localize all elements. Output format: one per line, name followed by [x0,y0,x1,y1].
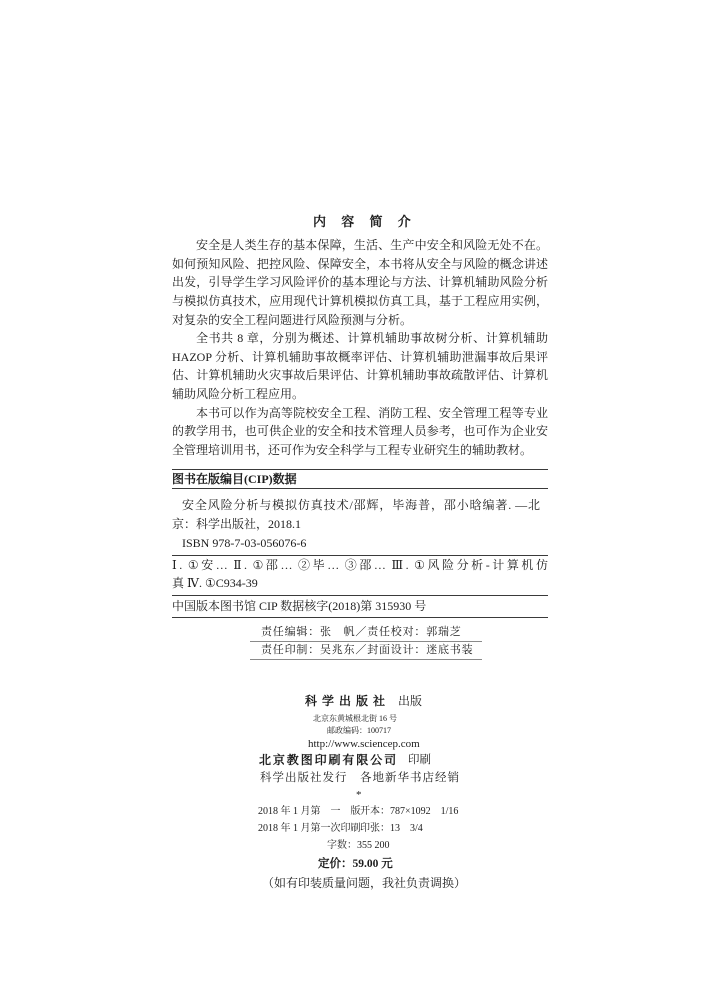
publisher-url: http://www.sciencep.com [308,738,420,750]
cip-subject-line: 真 Ⅳ. ①C934-39 [172,576,258,590]
intro-line: HAZOP 分析、计算机辅助事故概率评估、计算机辅助泄漏事故后果评 [172,349,548,364]
printing-info: 2018 年 1 月第一次印刷 [258,823,361,834]
intro-line: 本书可以作为高等院校安全工程、消防工程、安全管理工程等专业 [196,405,548,420]
cip-number: 中国版本图书馆 CIP 数据核字(2018)第 315930 号 [172,599,427,613]
intro-line: 估、计算机辅助火灾事故后果评估、计算机辅助事故疏散评估、计算机 [172,368,548,383]
distribution-line: 科学出版社发行 各地新华书店经销 [260,772,460,784]
cip-record-line: 安全风险分析与模拟仿真技术/邵辉，毕海普，邵小晗编著. —北 [182,498,540,512]
publisher-name-suffix: 出版 [398,694,423,708]
credits-editor-line: 责任编辑：张 帆／责任校对：郭瑞芝 [261,626,462,638]
word-count: 字数：355 200 [327,840,390,851]
intro-line: 安全是人类生存的基本保障，生活、生产中安全和风险无处不在。 [196,238,548,252]
publisher-address: 北京东黄城根北街 16 号 [313,714,397,723]
intro-title: 内 容 简 介 [313,214,417,229]
printer-suffix: 印刷 [408,754,431,766]
intro-body [172,236,548,460]
intro-line: 与模拟仿真技术，应用现代计算机模拟仿真工具，基于工程应用实例， [172,293,548,308]
publisher-name: 科 学 出 版 社 [305,694,387,708]
quality-notice: （如有印装质量问题，我社负责调换） [262,876,467,890]
publisher-postcode: 邮政编码：100717 [327,726,391,735]
intro-line: 全管理培训用书，还可作为安全科学与工程专业研究生的辅助教材。 [172,443,533,458]
intro-line: 辅助风险分析工程应用。 [172,387,305,402]
cip-heading-rule [172,488,548,489]
intro-line: 对复杂的安全工程问题进行风险预测与分析。 [172,312,413,327]
intro-line: 如何预知风险、把控风险、保障安全，本书将从安全与风险的概念讲述 [172,256,548,271]
format-info: 开本：787×1092 1/16 [360,806,459,817]
intro-line: 全书共 8 章，分别为概述、计算机辅助事故树分析、计算机辅助 [196,331,548,346]
credits-production-line: 责任印制：吴兆东／封面设计：迷底书装 [261,644,474,656]
cip-heading: 图书在版编目(CIP)数据 [172,472,297,486]
credits-rule [250,659,482,660]
cip-bottom-rule [172,617,548,618]
price: 定价：59.00 元 [318,858,393,870]
sheets-info: 印张：13 3/4 [360,823,423,834]
cip-isbn: ISBN 978-7-03-056076-6 [182,536,307,550]
separator-asterisk: * [356,789,362,801]
intro-line: 的教学用书，也可供企业的安全和技术管理人员参考，也可作为企业安 [172,424,548,439]
cip-record-line: 京：科学出版社，2018.1 [172,517,302,531]
printer-name: 北京教图印刷有限公司 [259,753,399,767]
cip-subject-line: Ⅰ. ①安… Ⅱ. ①邵… ②毕… ③邵… Ⅲ. ①风险分析-计算机仿 [172,558,548,572]
intro-line: 出发，引导学生学习风险评价的基本理论与方法、计算机辅助风险分析 [172,275,548,290]
edition-info: 2018 年 1 月第 一 版 [258,806,361,817]
cip-number-rule [172,595,548,596]
